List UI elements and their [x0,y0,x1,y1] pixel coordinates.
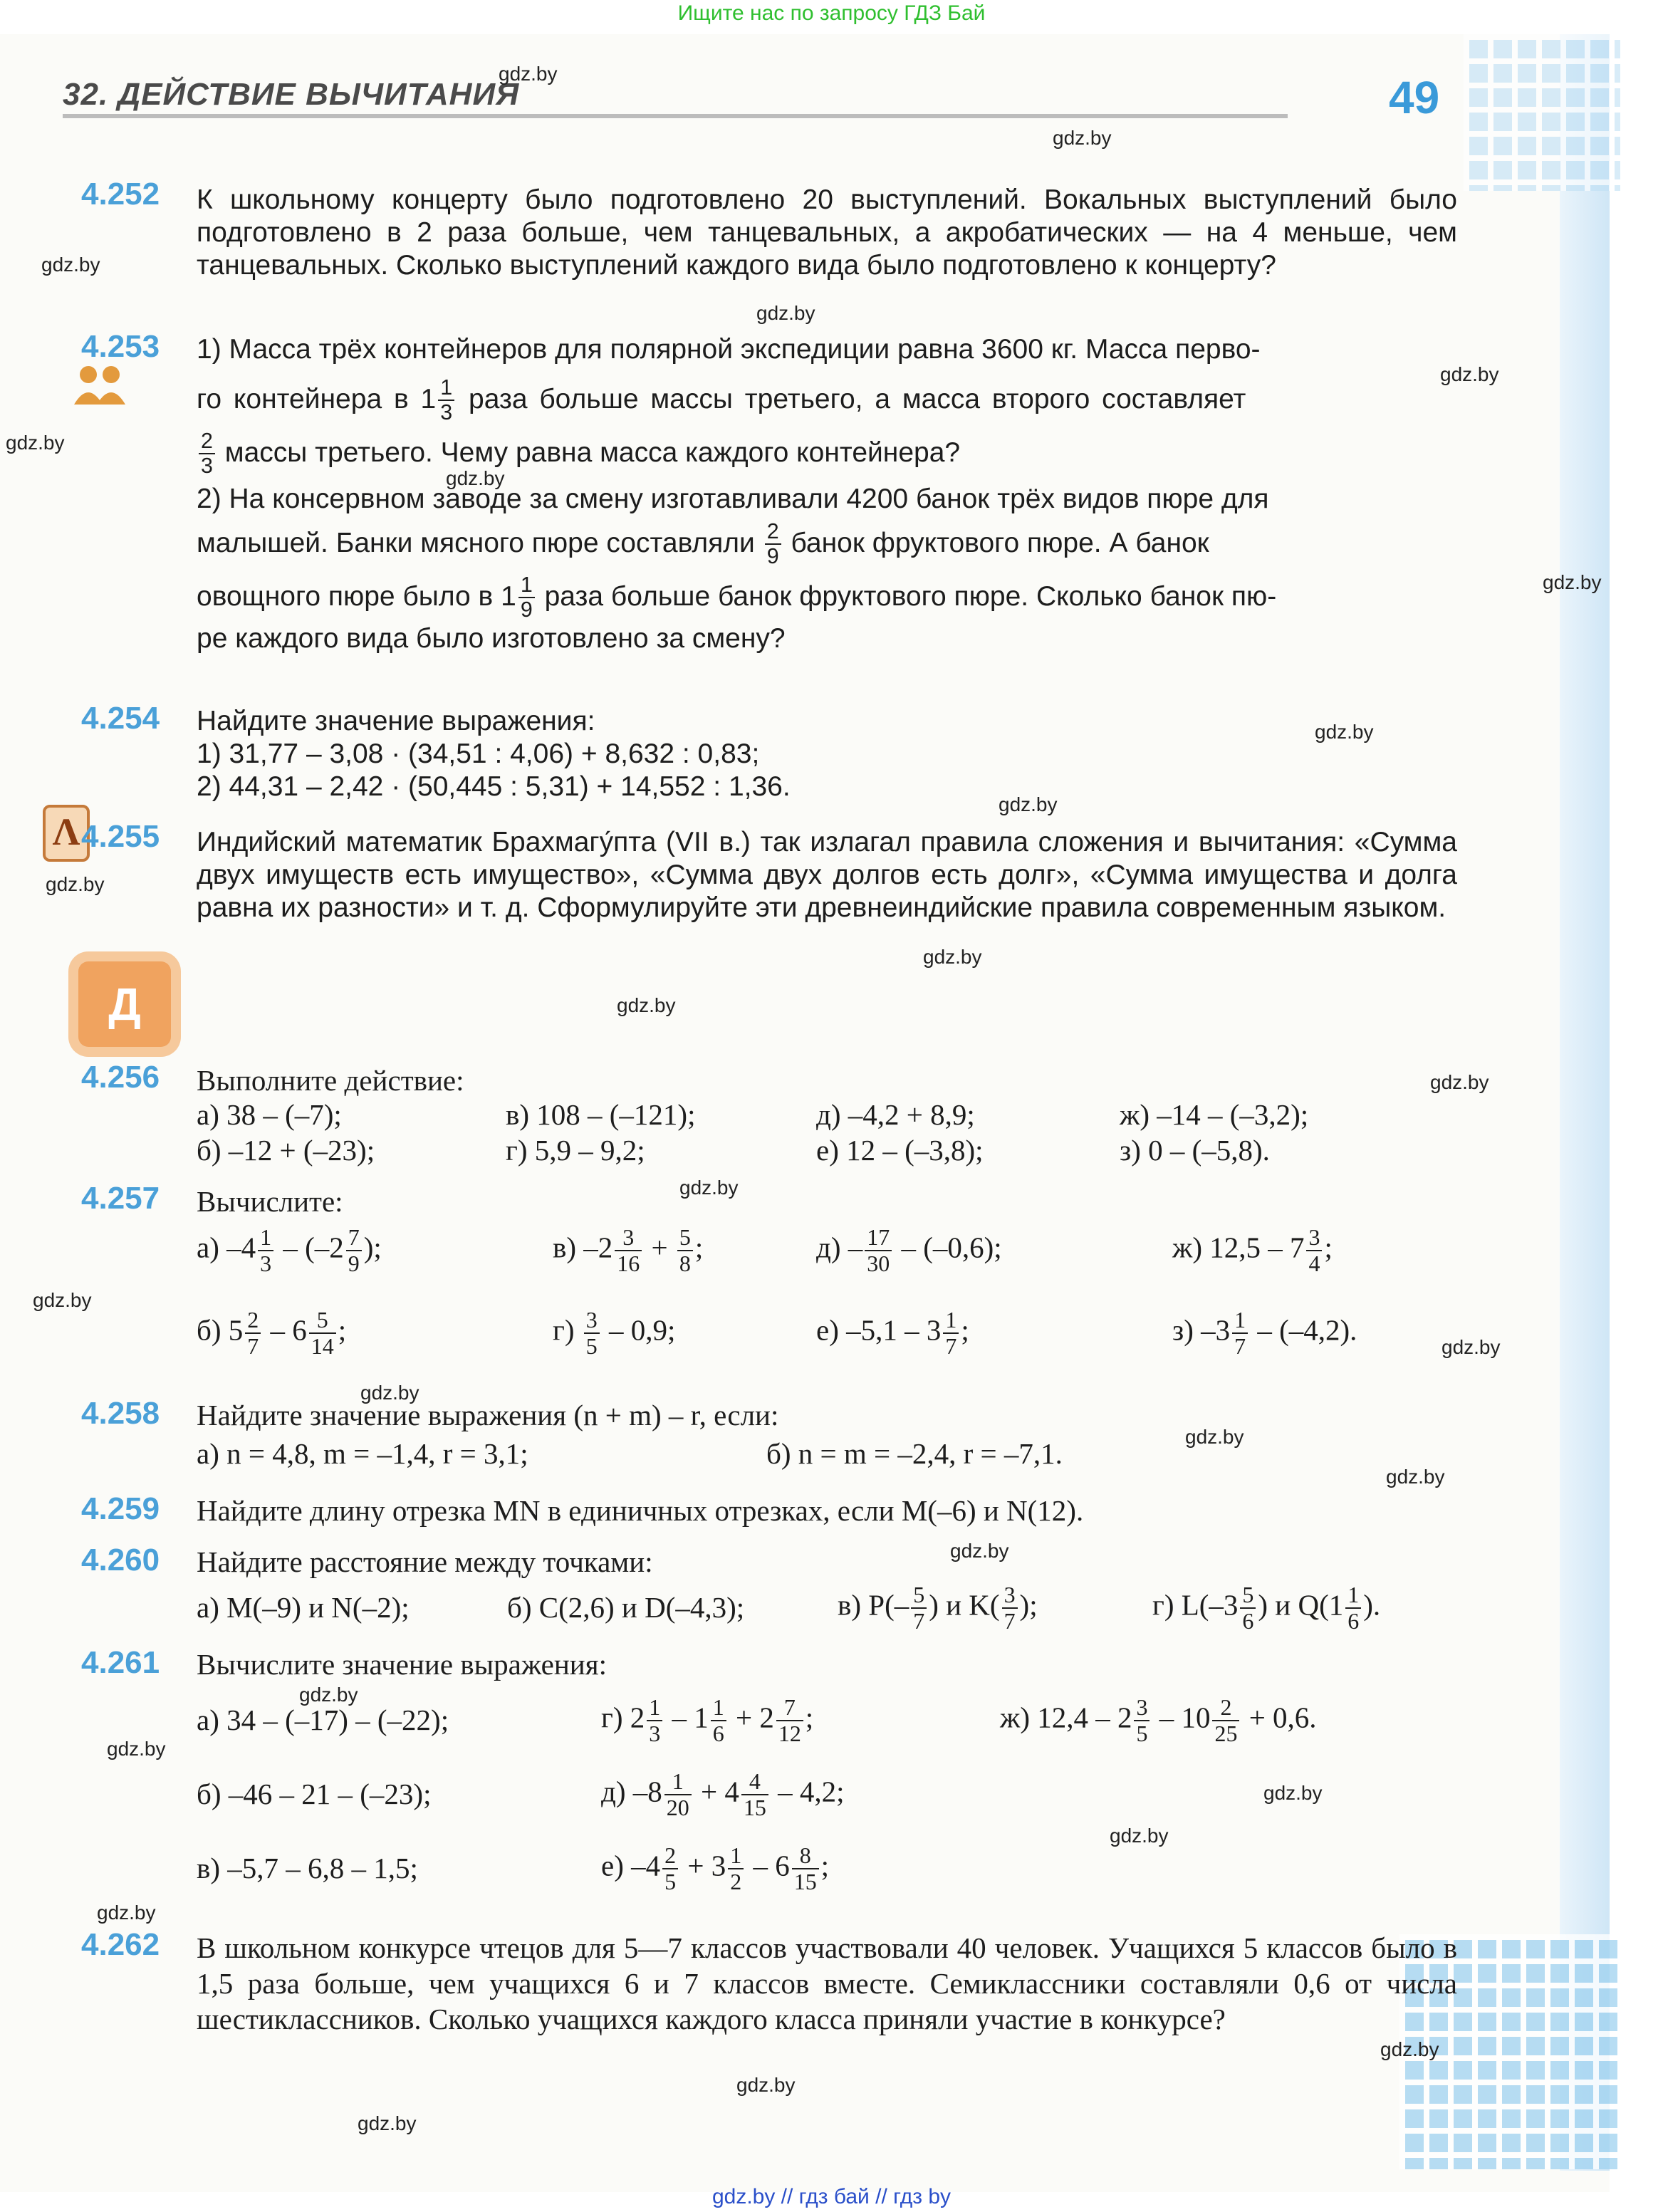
problem-4-260 [197,1545,1457,1634]
text: овощного пюре было в [197,580,494,612]
text: банок фруктового пюре. А банок [791,527,1209,558]
text-line [197,520,1457,569]
problem-number: 4.259 [81,1491,160,1526]
problem-4-253 [197,333,1457,655]
item: з) –3 $\frac{1}{7}$ – (–4,2). [1172,1308,1357,1360]
watermark: gdz.by [107,1738,166,1760]
item: д) – $\frac{17}{30}$ – (–0,6); [816,1225,1002,1277]
watermark: gdz.by [1440,363,1499,385]
expression: 2) 44,31 – 2,42 · (50,445 : 5,31) + 14,552 : 1,36. [197,771,791,802]
whole: 1 [420,383,437,414]
item: б) –46 – 21 – (–23); [197,1778,432,1810]
text-line: ре каждого вида было изготовлено за смену? [197,622,786,654]
watermark: gdz.by [446,467,505,489]
watermark: gdz.by [1315,721,1374,743]
answer-row [197,1225,1457,1308]
watermark: gdz.by [756,302,815,324]
text-line: 2) На консервном заводе за смену изготавливали 4200 банок трёх видов пюре для [197,483,1269,514]
item: г) 5,9 – 9,2; [506,1134,645,1167]
answer-row [197,1134,1457,1177]
item: г) 2 $\frac{1}{3}$ – 1 $\frac{1}{6}$ + 2 $\frac{7}{12}$ ; [601,1695,814,1747]
problem-number: 4.252 [81,177,160,212]
problem-text: Индийский математик Брахмагу́пта (VII в.) так излагал правила сложения и вычитания: «Сумма двух имуществ есть имущество», «Сумма двух долгов есть долг», «Сумма имущества и долга равна их разности» и т. д. Сформулируйте эти древнеиндийские правила современным языком. [197,827,1457,923]
item: в) 108 – (–121); [506,1098,696,1131]
problem-number: 4.262 [81,1927,160,1962]
watermark: gdz.by [1430,1071,1489,1093]
problem-title: Выполните действие: [197,1064,464,1097]
watermark: gdz.by [299,1684,358,1706]
watermark: gdz.by [950,1540,1009,1562]
problem-title: Найдите значение выражения: [197,706,595,736]
item: в) –5,7 – 6,8 – 1,5; [197,1852,418,1884]
watermark: gdz.by [1053,127,1112,149]
text-line: 1) Масса трёх контейнеров для полярной экспедиции равна 3600 кг. Масса перво- [197,334,1261,365]
item: а) M(–9) и N(–2); [197,1591,410,1624]
watermark: gdz.by [1263,1782,1323,1804]
item: а) 34 – (–17) – (–22); [197,1704,449,1736]
problem-title: Вычислите значение выражения: [197,1648,607,1681]
text: раза больше массы третьего, а масса второго составляет [469,383,1246,414]
problem-number: 4.258 [81,1396,160,1431]
watermark: gdz.by [999,793,1058,815]
item: б) –12 + (–23); [197,1134,375,1167]
answer-row [197,1308,1457,1386]
answer-row [197,1098,1457,1134]
problem-title: Вычислите: [197,1185,343,1218]
answer-row [197,1695,1457,1769]
footer-links[interactable]: gdz.by // гдз бай // гдз by [711,2185,952,2208]
fraction: $\frac{2}{3}$ [199,429,215,479]
item: а) –4 $\frac{1}{3}$ – (–2 $\frac{7}{9}$ ); [197,1225,382,1277]
homework-d-icon: Д [78,961,171,1047]
text-line [197,429,1457,479]
answer-row [197,1843,1457,1917]
problem-text: Найдите длину отрезка MN в единичных отрезках, если M(–6) и N(12). [197,1494,1084,1527]
watermark: gdz.by [923,946,982,968]
item: ж) –14 – (–3,2); [1120,1098,1309,1131]
problem-text: В школьном конкурсе чтецов для 5—7 классов участвовали 40 человек. Учащихся 5 классов было в 1,5 раза больше, чем учащихся 6 и 7 классов вместе. Семиклассники составляли 0,6 от числа шестиклассников. Сколько учащихся каждого класса приняли участие в конкурсе? [197,1931,1457,2035]
fraction: $\frac{2}{9}$ [765,520,781,569]
answer-row [197,1437,1457,1480]
problem-number: 4.257 [81,1181,160,1216]
item: д) –4,2 + 8,9; [816,1098,975,1131]
item: а) 38 – (–7); [197,1098,342,1131]
item: в) P(– $\frac{5}{7}$ ) и K( $\frac{3}{7}$ ); [838,1582,1038,1634]
watermark: gdz.by [499,63,558,85]
text: раза больше банок фруктового пюре. Сколько банок пю- [544,580,1277,612]
watermark: gdz.by [1185,1426,1244,1448]
watermark: gdz.by [358,2112,417,2134]
page-number: 49 [1389,72,1440,123]
watermark: gdz.by [360,1382,419,1404]
item: д) –8 $\frac{1}{20}$ + 4 $\frac{4}{15}$ – 4,2; [601,1769,845,1821]
whole: 1 [501,580,516,612]
item: г) $\frac{3}{5}$ – 0,9; [553,1308,676,1360]
watermark: gdz.by [679,1177,739,1199]
top-banner[interactable]: Ищите нас по запросу ГДЗ Бай [677,1,986,25]
watermark: gdz.by [41,254,100,276]
fraction: $\frac{1}{3}$ [438,376,454,425]
answer-row [197,1582,1457,1634]
people-icon [71,363,128,406]
item: е) 12 – (–3,8); [816,1134,984,1167]
watermark: gdz.by [46,873,105,895]
item: в) –2 $\frac{3}{16}$ + $\frac{5}{8}$ ; [553,1225,704,1277]
item: б) C(2,6) и D(–4,3); [507,1591,745,1624]
item: б) 5 $\frac{2}{7}$ – 6 $\frac{5}{14}$ ; [197,1308,347,1360]
problem-4-257 [197,1185,1457,1386]
item: б) n = m = –2,4, r = –7,1. [766,1437,1063,1470]
page-edge-strip [1560,34,1610,2171]
text: малышей. Банки мясного пюре составляли [197,527,755,558]
expression: 1) 31,77 – 3,08 · (34,51 : 4,06) + 8,632 : 0,83; [197,739,760,769]
decor-tiles-top [1464,34,1620,191]
problem-4-254 [197,705,1457,803]
watermark: gdz.by [1543,571,1602,593]
text: массы третьего. Чему равна масса каждого контейнера? [224,437,961,468]
problem-4-261 [197,1648,1457,1917]
header-rule [63,114,1288,118]
history-letter-icon: Λ [43,805,90,862]
problem-number: 4.260 [81,1543,160,1577]
problem-number: 4.261 [81,1645,160,1680]
item: е) –4 $\frac{2}{5}$ + 3 $\frac{1}{2}$ – 6 $\frac{8}{15}$ ; [601,1843,830,1895]
problem-number: 4.253 [81,329,160,364]
problem-4-258 [197,1399,1457,1480]
problem-title: Найдите расстояние между точками: [197,1545,653,1578]
item: е) –5,1 – 3 $\frac{1}{7}$ ; [816,1308,969,1360]
item: ж) 12,5 – 7 $\frac{3}{4}$ ; [1172,1225,1333,1277]
text: го контейнера в [197,383,409,414]
watermark: gdz.by [1386,1466,1445,1488]
item: а) n = 4,8, m = –1,4, r = 3,1; [197,1437,528,1470]
item: ж) 12,4 – 2 $\frac{3}{5}$ – 10 $\frac{2}{25}$ + 0,6. [1000,1695,1317,1747]
problem-number: 4.254 [81,701,160,736]
watermark: gdz.by [1110,1825,1169,1847]
answer-row [197,1769,1457,1843]
problem-number: 4.256 [81,1060,160,1095]
problem-number: 4.255 [81,819,160,854]
watermark: gdz.by [33,1289,92,1311]
watermark: gdz.by [1442,1336,1501,1358]
item: г) L(–3 $\frac{5}{6}$ ) и Q(1 $\frac{1}{6}$ ). [1152,1582,1381,1634]
problem-text: К школьному концерту было подготовлено 20 выступлений. Вокальных выступлений было подготовлено в 2 раза больше, чем танцевальных, а акробатических — на 4 меньше, чем танцевальных. Сколько выступлений каждого вида было подготовлено к концерту? [197,184,1457,281]
watermark: gdz.by [6,432,65,454]
fraction: $\frac{1}{9}$ [518,573,535,622]
watermark: gdz.by [617,994,676,1016]
item: з) 0 – (–5,8). [1120,1134,1270,1167]
watermark: gdz.by [97,1901,156,1924]
section-title: 32. ДЕЙСТВИЕ ВЫЧИТАНИЯ [63,77,520,112]
text-line [197,376,1457,425]
watermark: gdz.by [736,2074,796,2096]
problem-4-256 [197,1064,1457,1177]
watermark: gdz.by [1380,2038,1439,2060]
problem-title: Найдите значение выражения (n + m) – r, если: [197,1399,779,1431]
text-line [197,573,1457,622]
